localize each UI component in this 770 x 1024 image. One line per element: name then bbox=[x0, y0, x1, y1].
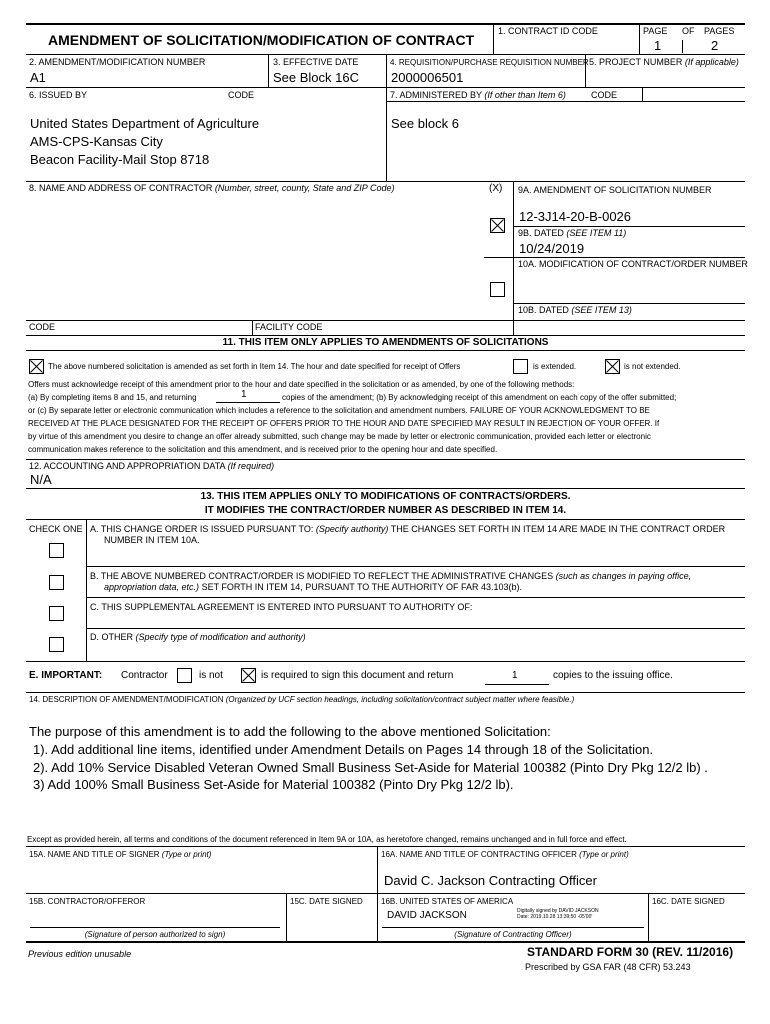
rule bbox=[513, 181, 514, 335]
option-a-checkbox[interactable] bbox=[49, 543, 64, 558]
rule bbox=[493, 24, 494, 54]
amendment-number-label: 2. AMENDMENT/MODIFICATION NUMBER bbox=[29, 57, 206, 67]
rule bbox=[86, 519, 87, 661]
rule bbox=[26, 893, 745, 894]
signature-line-16 bbox=[382, 927, 644, 928]
option-d-hint: (Specify type of modification and authority) bbox=[135, 632, 306, 642]
usa-label: 16B. UNITED STATES OF AMERICA bbox=[381, 897, 514, 906]
rule bbox=[648, 893, 649, 941]
facility-code-label: FACILITY CODE bbox=[255, 322, 323, 332]
issued-by-code-label: CODE bbox=[228, 90, 255, 100]
issuer-line-3[interactable]: Beacon Facility-Mail Stop 8718 bbox=[30, 152, 210, 167]
contractor-offeror-label: 15B. CONTRACTOR/OFFEROR bbox=[29, 897, 146, 906]
item11-para5: by virtue of this amendment you desire to change an offer already submitted, such change may be made by letter or electronic communication, provided each letter or electronic bbox=[28, 432, 651, 441]
option-a-text-2: THE CHANGES SET FORTH IN ITEM 14 ARE MADE IN THE CONTRACT ORDER bbox=[390, 524, 726, 534]
signer-hint: (Type or print) bbox=[161, 850, 212, 859]
extended-label: is extended. bbox=[533, 362, 577, 371]
signature-line-15 bbox=[30, 927, 280, 928]
previous-edition-note: Previous edition unusable bbox=[28, 949, 132, 959]
rule bbox=[26, 459, 745, 460]
description-line-1[interactable]: 1). Add additional line items, identified under Amendment Details on Pages 14 through 18 of the Solicitation. bbox=[33, 742, 654, 757]
is-not-label: is not bbox=[199, 670, 223, 681]
option-a-text-3: NUMBER IN ITEM 10A. bbox=[104, 535, 200, 545]
rule bbox=[26, 335, 745, 336]
issuer-line-1[interactable]: United States Department of Agriculture bbox=[30, 116, 260, 131]
amendment-solicitation-label: 9A. AMENDMENT OF SOLICITATION NUMBER bbox=[518, 185, 712, 195]
option-d-text: D. OTHER bbox=[90, 632, 134, 642]
page-number[interactable]: 1 bbox=[654, 38, 662, 53]
rule bbox=[514, 226, 745, 227]
rule bbox=[386, 54, 387, 181]
copies-count[interactable]: 1 bbox=[241, 389, 247, 400]
rule bbox=[86, 597, 745, 598]
officer-hint: (Type or print) bbox=[579, 850, 629, 859]
option-b-text-2: appropriation data, etc.) bbox=[104, 582, 200, 592]
accounting-label: 12. ACCOUNTING AND APPROPRIATION DATA bbox=[29, 461, 226, 471]
administered-by-value[interactable]: See block 6 bbox=[391, 116, 459, 131]
rule bbox=[484, 257, 745, 258]
administered-by-label: 7. ADMINISTERED BY bbox=[390, 90, 482, 100]
contractor-label: 8. NAME AND ADDRESS OF CONTRACTOR bbox=[29, 183, 213, 193]
option-b-text: B. THE ABOVE NUMBERED CONTRACT/ORDER IS MODIFIED TO REFLECT THE ADMINISTRATIVE CHANGES bbox=[90, 571, 554, 581]
rule bbox=[26, 320, 745, 321]
except-statement: Except as provided herein, all terms and conditions of the document referenced in Item 9A or 10A, as heretofore changed, remains unchanged and in full force and effect. bbox=[27, 835, 627, 844]
signer-signature-caption: (Signature of person authorized to sign) bbox=[84, 930, 226, 939]
modification-dated-label: 10B. DATED bbox=[518, 305, 569, 315]
administered-by-hint: (If other than Item 6) bbox=[484, 90, 566, 100]
accounting-hint: (If required) bbox=[227, 461, 275, 471]
effective-date-label: 3. EFFECTIVE DATE bbox=[273, 57, 359, 67]
officer-signature-caption: (Signature of Contracting Officer) bbox=[454, 930, 572, 939]
item11-para4: RECEIVED AT THE PLACE DESIGNATED FOR THE RECEIPT OF OFFERS PRIOR TO THE HOUR AND DATE SPECIFIED MAY RESULT IN REJECTION OF YOUR OFFER. If bbox=[28, 419, 660, 428]
dated-label: 9B. DATED bbox=[518, 228, 564, 238]
check-one-label: CHECK ONE bbox=[29, 524, 83, 534]
amended-checkbox[interactable] bbox=[29, 359, 44, 374]
option-a-text: A. THIS CHANGE ORDER IS ISSUED PURSUANT TO: bbox=[90, 524, 314, 534]
form-number: STANDARD FORM 30 (REV. 11/2016) bbox=[527, 945, 734, 959]
is-required-checkbox[interactable] bbox=[241, 668, 256, 683]
rule bbox=[26, 181, 745, 182]
x-column-label: (X) bbox=[489, 183, 503, 194]
item11-para2b: copies of the amendment; (b) By acknowledging receipt of this amendment on each copy of the offer submitted; bbox=[282, 393, 677, 402]
project-number-hint: (If applicable) bbox=[684, 57, 739, 67]
requisition-number[interactable]: 2000006501 bbox=[391, 70, 464, 85]
accounting-value[interactable]: N/A bbox=[30, 472, 52, 487]
return-copies-count[interactable]: 1 bbox=[512, 670, 518, 681]
rule bbox=[286, 893, 287, 941]
rule bbox=[26, 87, 745, 88]
item11-line1: The above numbered solicitation is amended as set forth in Item 14. The hour and date specified for receipt of Offers bbox=[48, 362, 461, 371]
total-pages[interactable]: 2 bbox=[711, 38, 719, 53]
copies-underline bbox=[216, 402, 280, 403]
contractor-hint: (Number, street, county, State and ZIP Code) bbox=[214, 183, 395, 193]
not-extended-checkbox[interactable] bbox=[605, 359, 620, 374]
officer-label: 16A. NAME AND TITLE OF CONTRACTING OFFICER bbox=[381, 850, 577, 859]
extended-checkbox[interactable] bbox=[513, 359, 528, 374]
return-copies-underline bbox=[485, 684, 549, 685]
signer-label: 15A. NAME AND TITLE OF SIGNER bbox=[29, 850, 160, 859]
digital-signature-line-2: Date: 2019.10.28 13:39:50 -05'00' bbox=[517, 914, 593, 920]
item11-para6: communication makes reference to the solicitation and this amendment, and is received prior to the opening hour and date specified. bbox=[28, 445, 498, 454]
pages-label: PAGES bbox=[704, 26, 735, 36]
rule bbox=[639, 24, 640, 54]
effective-date[interactable]: See Block 16C bbox=[273, 70, 359, 85]
officer-date-label: 16C. DATE SIGNED bbox=[652, 897, 725, 906]
is-required-text: is required to sign this document and return bbox=[261, 670, 454, 681]
rule bbox=[26, 692, 745, 693]
block9-checkbox[interactable] bbox=[490, 218, 505, 233]
copies-suffix: copies to the issuing office. bbox=[553, 670, 673, 681]
rule bbox=[514, 303, 745, 304]
not-extended-label: is not extended. bbox=[624, 362, 681, 371]
top-border bbox=[26, 23, 745, 25]
solicitation-number[interactable]: 12-3J14-20-B-0026 bbox=[519, 209, 632, 224]
rule bbox=[26, 519, 745, 520]
rule bbox=[252, 320, 253, 335]
rule bbox=[642, 87, 643, 102]
important-label: E. IMPORTANT: bbox=[29, 670, 103, 681]
option-d-checkbox[interactable] bbox=[49, 637, 64, 652]
solicitation-date[interactable]: 10/24/2019 bbox=[519, 241, 585, 256]
administered-by-code-label: CODE bbox=[591, 90, 618, 100]
dated-hint: (SEE ITEM 11) bbox=[566, 228, 627, 238]
rule bbox=[26, 350, 745, 351]
option-b-checkbox[interactable] bbox=[49, 575, 64, 590]
description-line-0[interactable]: The purpose of this amendment is to add the following to the above mentioned Solicitation: bbox=[29, 724, 551, 739]
of-label: OF bbox=[682, 26, 695, 36]
option-b-hint: (such as changes in paying office, bbox=[555, 571, 692, 581]
requisition-number-label: 4. REQUISITION/PURCHASE REQUISITION NUMBER bbox=[390, 58, 589, 67]
option-c-text: C. THIS SUPPLEMENTAL AGREEMENT IS ENTERED INTO PURSUANT TO AUTHORITY OF: bbox=[90, 602, 473, 612]
page-divider bbox=[682, 40, 683, 53]
page-label: PAGE bbox=[643, 26, 668, 36]
rule bbox=[26, 846, 745, 847]
item13-heading2: IT MODIFIES THE CONTRACT/ORDER NUMBER AS DESCRIBED IN ITEM 14. bbox=[204, 505, 567, 516]
block10-checkbox[interactable] bbox=[490, 282, 505, 297]
rule bbox=[26, 488, 745, 489]
description-hint: (Organized by UCF section headings, including solicitation/contract subject matter where feasible.) bbox=[225, 695, 575, 704]
rule bbox=[386, 101, 745, 102]
rule bbox=[268, 54, 269, 87]
contract-id-label: 1. CONTRACT ID CODE bbox=[498, 26, 598, 36]
description-label: 14. DESCRIPTION OF AMENDMENT/MODIFICATION bbox=[29, 695, 224, 704]
digital-signature-name[interactable]: DAVID JACKSON bbox=[387, 910, 467, 921]
option-c-checkbox[interactable] bbox=[49, 606, 64, 621]
item13-heading1: 13. THIS ITEM APPLIES ONLY TO MODIFICATIONS OF CONTRACTS/ORDERS. bbox=[200, 491, 571, 502]
item11-para1: Offers must acknowledge receipt of this amendment prior to the hour and date specified in the solicitation or as amended, by one of the following methods: bbox=[28, 380, 575, 389]
rule bbox=[26, 661, 745, 662]
prescribed-by: Prescribed by GSA FAR (48 CFR) 53.243 bbox=[525, 962, 691, 972]
modification-number-label: 10A. MODIFICATION OF CONTRACT/ORDER NUMBER bbox=[518, 259, 748, 269]
item11-para2a: (a) By completing items 8 and 15, and returning bbox=[28, 393, 197, 402]
description-line-2[interactable]: 2). Add 10% Service Disabled Veteran Owned Small Business Set-Aside for Material 100382 (Pinto Dry Pkg 12/2 lb) . bbox=[33, 760, 708, 775]
modification-dated-hint: (SEE ITEM 13) bbox=[571, 305, 632, 315]
issuer-line-2[interactable]: AMS-CPS-Kansas City bbox=[30, 134, 163, 149]
description-line-3[interactable]: 3) Add 100% Small Business Set-Aside for Material 100382 (Pinto Dry Pkg 12/2 lb). bbox=[33, 777, 514, 792]
contractor-date-label: 15C. DATE SIGNED bbox=[290, 897, 363, 906]
digital-signature-line-1: Digitally signed by DAVID JACKSON bbox=[517, 908, 599, 914]
option-a-hint: (Specify authority) bbox=[315, 524, 389, 534]
rule bbox=[86, 566, 745, 567]
officer-name[interactable]: David C. Jackson Contracting Officer bbox=[384, 873, 597, 888]
project-number-label: 5. PROJECT NUMBER bbox=[589, 57, 683, 67]
issued-by-label: 6. ISSUED BY bbox=[29, 90, 88, 100]
contractor-text: Contractor bbox=[121, 670, 168, 681]
rule bbox=[86, 628, 745, 629]
item11-para3: or (c) By separate letter or electronic communication which includes a reference to the solicitation and amendment numbers. FAILURE OF YOUR ACKNOWLEDGMENT TO BE bbox=[28, 406, 650, 415]
contractor-code-label: CODE bbox=[29, 322, 56, 332]
amendment-number[interactable]: A1 bbox=[30, 70, 46, 85]
item11-heading: 11. THIS ITEM ONLY APPLIES TO AMENDMENTS OF SOLICITATIONS bbox=[222, 337, 549, 348]
option-b-text-3: SET FORTH IN ITEM 14, PURSUANT TO THE AUTHORITY OF FAR 43.103(b). bbox=[201, 582, 522, 592]
is-not-checkbox[interactable] bbox=[177, 668, 192, 683]
form-title: AMENDMENT OF SOLICITATION/MODIFICATION OF CONTRACT bbox=[48, 32, 475, 48]
bottom-border bbox=[26, 941, 745, 943]
